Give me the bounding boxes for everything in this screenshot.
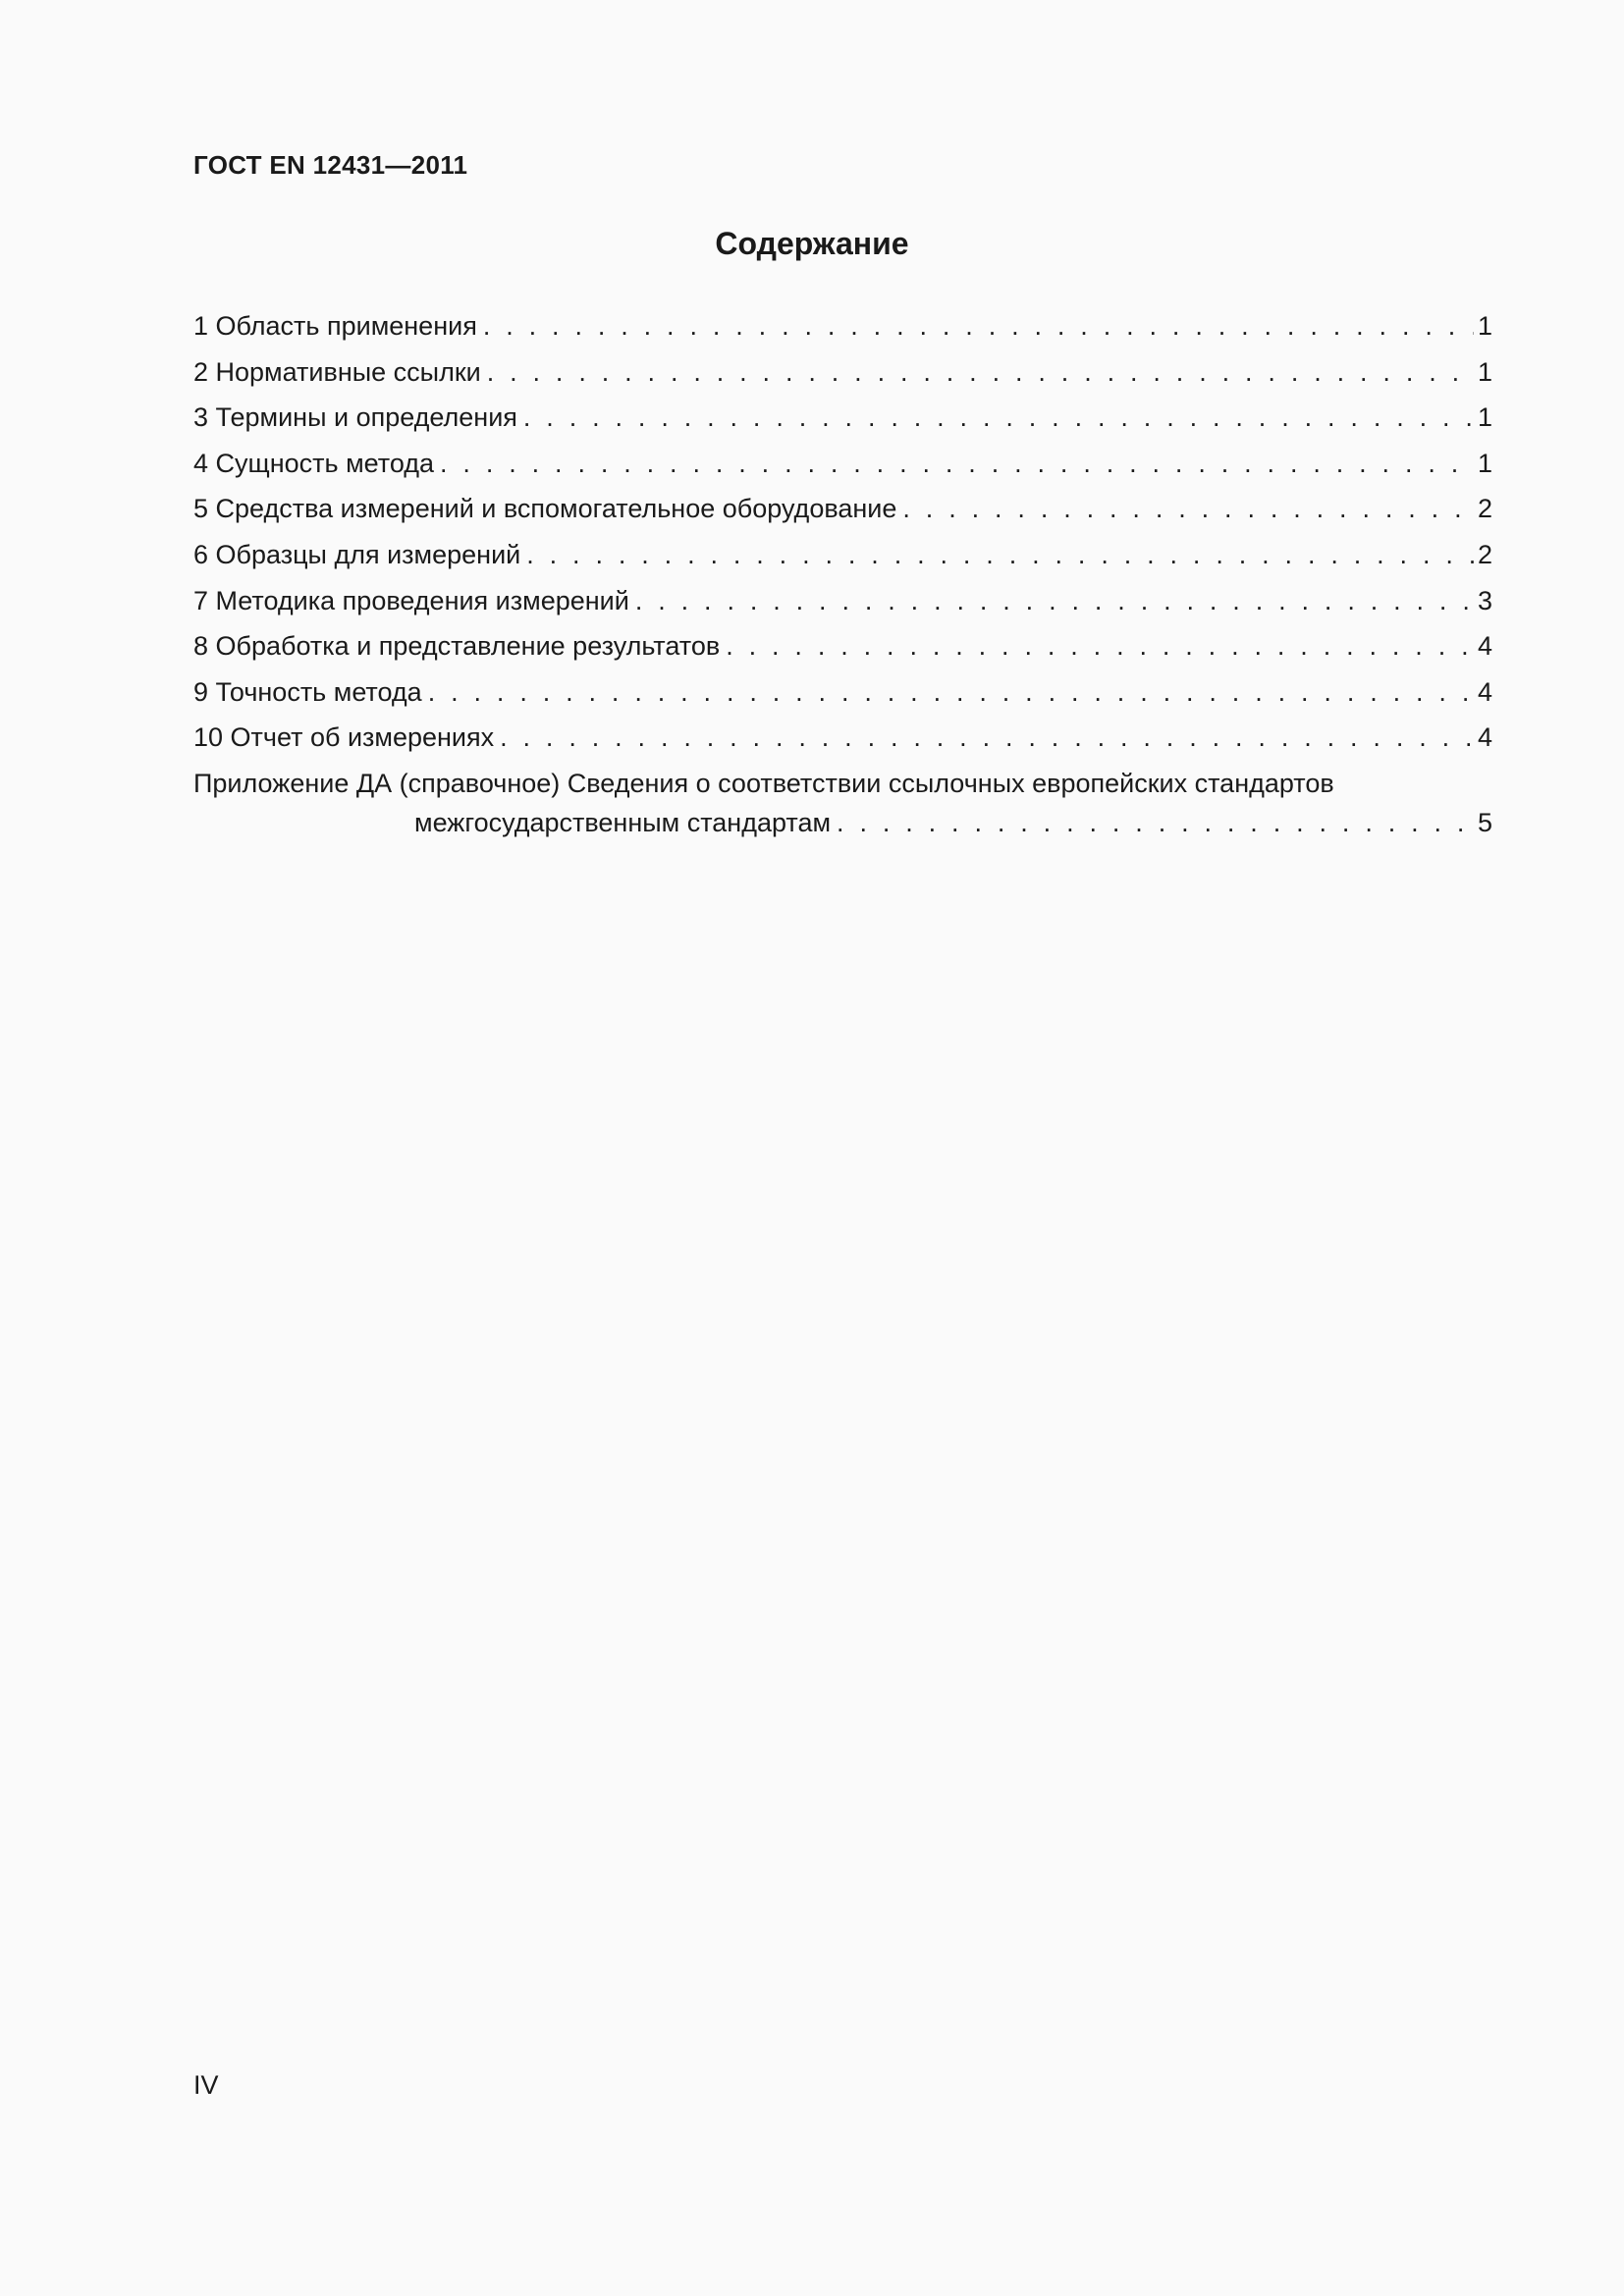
toc-entry-page: 1: [1477, 448, 1492, 478]
dot-leader: [483, 306, 1474, 346]
toc-entry-page: 1: [1477, 356, 1492, 387]
appendix-title-line2: межгосударственным стандартам: [414, 807, 832, 837]
dot-leader: [726, 626, 1474, 666]
toc-entry-page: 1: [1477, 402, 1492, 433]
toc-entry-label: 10 Отчет об измерениях: [193, 722, 495, 753]
toc-entry-page: 2: [1477, 494, 1492, 524]
appendix-title-line1: Приложение ДА (справочное) Сведения о соответствии ссылочных европейских стандартов: [193, 768, 1334, 798]
toc-entry-7[interactable]: [193, 581, 1492, 627]
toc-entry-page: 2: [1477, 539, 1492, 569]
toc-entry-label: 8 Обработка и представление результатов: [193, 631, 721, 662]
toc-entry-9[interactable]: [193, 672, 1492, 719]
toc-entry-page: 4: [1477, 676, 1492, 707]
dot-leader: [428, 672, 1474, 712]
toc-entry-page: 4: [1477, 722, 1492, 753]
toc-entry-label: 5 Средства измерений и вспомогательное оборудование: [193, 494, 897, 524]
toc-entry-2[interactable]: [193, 352, 1492, 399]
toc-entry-10[interactable]: [193, 718, 1492, 764]
toc-entry-label: 3 Термины и определения: [193, 402, 517, 433]
toc-entry-3[interactable]: [193, 398, 1492, 444]
dot-leader: [440, 444, 1474, 483]
document-code: ГОСТ EN 12431—2011: [193, 150, 468, 180]
toc-entry-page: 3: [1477, 585, 1492, 615]
toc-entry-1[interactable]: [193, 306, 1492, 352]
dot-leader: [500, 718, 1474, 757]
dot-leader: [523, 398, 1474, 437]
toc-entry-page: 4: [1477, 631, 1492, 662]
toc-entry-4[interactable]: [193, 444, 1492, 490]
toc-entry-label: 9 Точность метода: [193, 676, 422, 707]
table-of-contents: [193, 306, 1492, 842]
toc-entry-page: 1: [1477, 311, 1492, 341]
page-number: IV: [193, 2070, 219, 2100]
dot-leader: [487, 352, 1474, 392]
toc-entry-label: 4 Сущность метода: [193, 448, 435, 478]
appendix-title-line2-row: [414, 803, 1492, 842]
toc-entry-label: 1 Область применения: [193, 311, 477, 341]
toc-entry-8[interactable]: [193, 626, 1492, 672]
toc-entry-5[interactable]: [193, 489, 1492, 535]
dot-leader: [635, 581, 1474, 620]
toc-entry-label: 2 Нормативные ссылки: [193, 356, 481, 387]
dot-leader: [902, 489, 1474, 528]
toc-entry-6[interactable]: [193, 535, 1492, 581]
dot-leader: [837, 803, 1474, 842]
toc-title: Содержание: [715, 226, 909, 261]
toc-entry-appendix[interactable]: [193, 764, 1492, 842]
toc-entry-page: 5: [1477, 807, 1492, 837]
toc-entry-label: 7 Методика проведения измерений: [193, 585, 629, 615]
dot-leader: [526, 535, 1474, 574]
toc-entry-label: 6 Образцы для измерений: [193, 539, 521, 569]
